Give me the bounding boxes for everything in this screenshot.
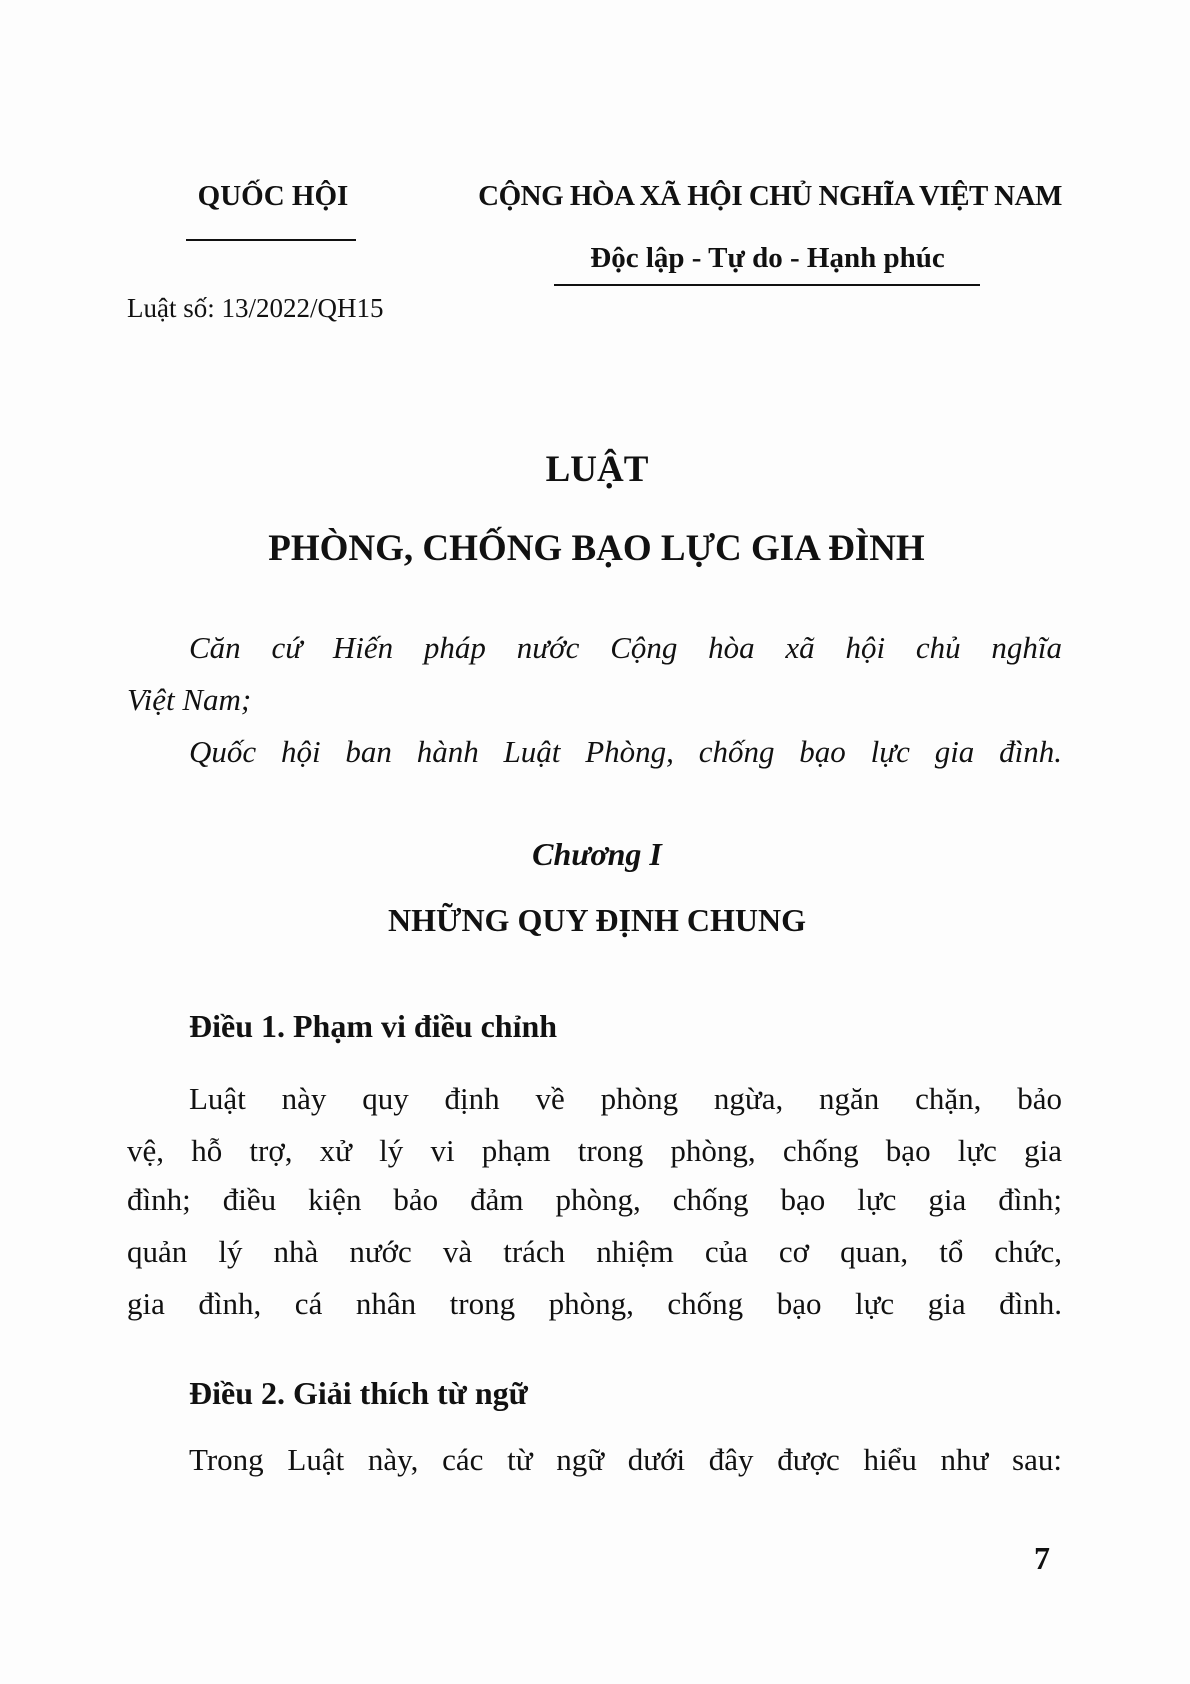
law-type: LUẬT — [545, 449, 649, 490]
issuer-underline — [186, 239, 356, 241]
article-1-line: đình; điều kiện bảo đảm phòng, chống bạo lực gia đình; — [127, 1182, 1062, 1217]
page-number: 7 — [1034, 1540, 1050, 1576]
article-2-line: Trong Luật này, các từ ngữ dưới đây được hiểu như sau: — [189, 1442, 1062, 1477]
country-name: CỘNG HÒA XÃ HỘI CHỦ NGHĨA VIỆT NAM — [478, 180, 1062, 212]
chapter-label: Chương I — [532, 836, 662, 872]
preamble-line: Quốc hội ban hành Luật Phòng, chống bạo lực gia đình. — [189, 734, 1062, 769]
preamble-line: Việt Nam; — [127, 682, 252, 717]
article-1-heading: Điều 1. Phạm vi điều chỉnh — [189, 1008, 558, 1044]
article-1-line: gia đình, cá nhân trong phòng, chống bạo lực gia đình. — [127, 1286, 1062, 1321]
motto: Độc lập - Tự do - Hạnh phúc — [590, 242, 945, 274]
article-1-line: Luật này quy định về phòng ngừa, ngăn chặn, bảo — [189, 1081, 1062, 1116]
law-number: Luật số: 13/2022/QH15 — [127, 293, 384, 323]
article-1-line: quản lý nhà nước và trách nhiệm của cơ quan, tổ chức, — [127, 1234, 1062, 1269]
preamble-line: Căn cứ Hiến pháp nước Cộng hòa xã hội chủ nghĩa — [189, 630, 1062, 665]
issuer: QUỐC HỘI — [197, 180, 349, 212]
chapter-title: NHỮNG QUY ĐỊNH CHUNG — [387, 902, 807, 938]
motto-underline — [554, 284, 980, 286]
article-2-heading: Điều 2. Giải thích từ ngữ — [189, 1375, 528, 1411]
article-1-line: vệ, hỗ trợ, xử lý vi phạm trong phòng, chống bạo lực gia — [127, 1133, 1062, 1168]
law-title: PHÒNG, CHỐNG BẠO LỰC GIA ĐÌNH — [268, 528, 925, 569]
